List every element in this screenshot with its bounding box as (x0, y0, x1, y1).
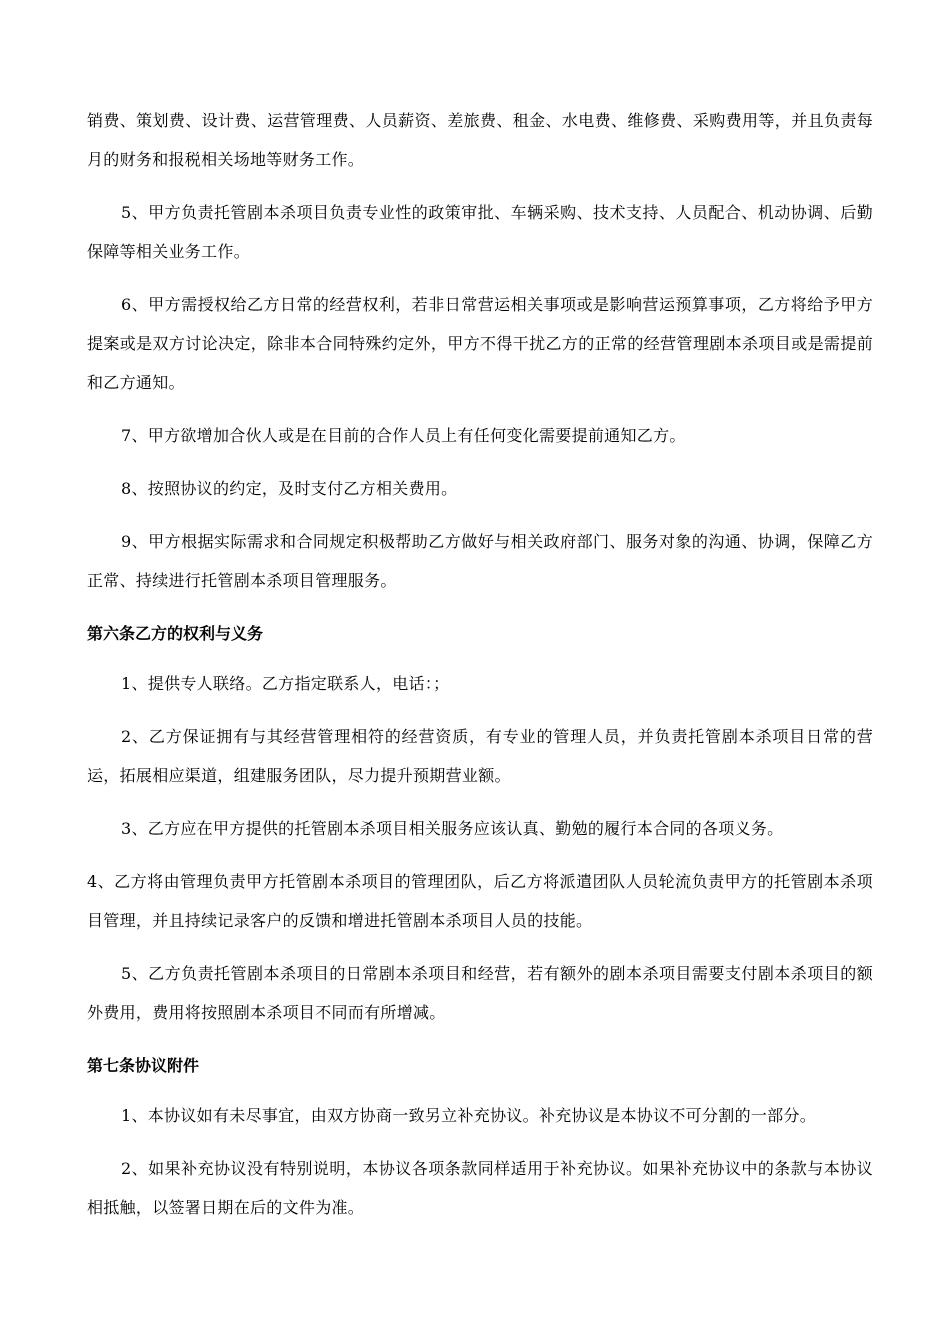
paragraph-clause-3-party-b: 3、乙方应在甲方提供的托管剧本杀项目相关服务应该认真、勤勉的履行本合同的各项义务。 (121, 819, 784, 838)
paragraph-attachment-clause-1: 1、本协议如有未尽事宜，由双方协商一致另立补充协议。补充协议是本协议不可分割的一部分。 (121, 1106, 817, 1125)
paragraph-clause-1-party-b: 1、提供专人联络。乙方指定联系人，电话：； (121, 674, 450, 693)
paragraph-clause-5-party-b: 5、乙方负责托管剧本杀项目的日常剧本杀项目和经营，若有额外的剧本杀项目需要支付剧本杀项目的额外费用，费用将按照剧本杀项目不同而有所增减。 (87, 964, 873, 1022)
document-body (87, 101, 873, 1241)
section-heading-article-7: 第七条协议附件 (87, 1056, 200, 1075)
paragraph-clause-4-party-b: 4、乙方将由管理负责甲方托管剧本杀项目的管理团队，后乙方将派遣团队人员轮流负责甲方的托管剧本杀项目管理，并且持续记录客户的反馈和增进托管剧本杀项目人员的技能。 (87, 872, 873, 930)
section-heading-article-6: 第六条乙方的权利与义务 (87, 624, 264, 643)
paragraph-clause-7-party-a: 7、甲方欲增加合伙人或是在目前的合作人员上有任何变化需要提前通知乙方。 (121, 426, 686, 445)
paragraph-clause-9-party-a: 9、甲方根据实际需求和合同规定积极帮助乙方做好与相关政府部门、服务对象的沟通、协调，保障乙方正常、持续进行托管剧本杀项目管理服务。 (87, 532, 873, 590)
paragraph-fees-continued: 销费、策划费、设计费、运营管理费、人员薪资、差旅费、租金、水电费、维修费、采购费用等，并且负责每月的财务和报税相关场地等财务工作。 (87, 111, 873, 169)
paragraph-clause-2-party-b: 2、乙方保证拥有与其经营管理相符的经营资质，有专业的管理人员，并负责托管剧本杀项目日常的营运，拓展相应渠道，组建服务团队，尽力提升预期营业额。 (87, 727, 873, 785)
paragraph-attachment-clause-2: 2、如果补充协议没有特别说明，本协议各项条款同样适用于补充协议。如果补充协议中的条款与本协议相抵触，以签署日期在后的文件为准。 (87, 1159, 873, 1217)
paragraph-clause-8-party-a: 8、按照协议的约定，及时支付乙方相关费用。 (121, 479, 458, 498)
paragraph-clause-5-party-a: 5、甲方负责托管剧本杀项目负责专业性的政策审批、车辆采购、技术支持、人员配合、机动协调、后勤保障等相关业务工作。 (87, 203, 873, 261)
paragraph-clause-6-party-a: 6、甲方需授权给乙方日常的经营权利，若非日常营运相关事项或是影响营运预算事项，乙方将给予甲方提案或是双方讨论决定，除非本合同特殊约定外，甲方不得干扰乙方的正常的经营管理剧本杀项目或是需提前和乙方通知。 (87, 295, 873, 392)
